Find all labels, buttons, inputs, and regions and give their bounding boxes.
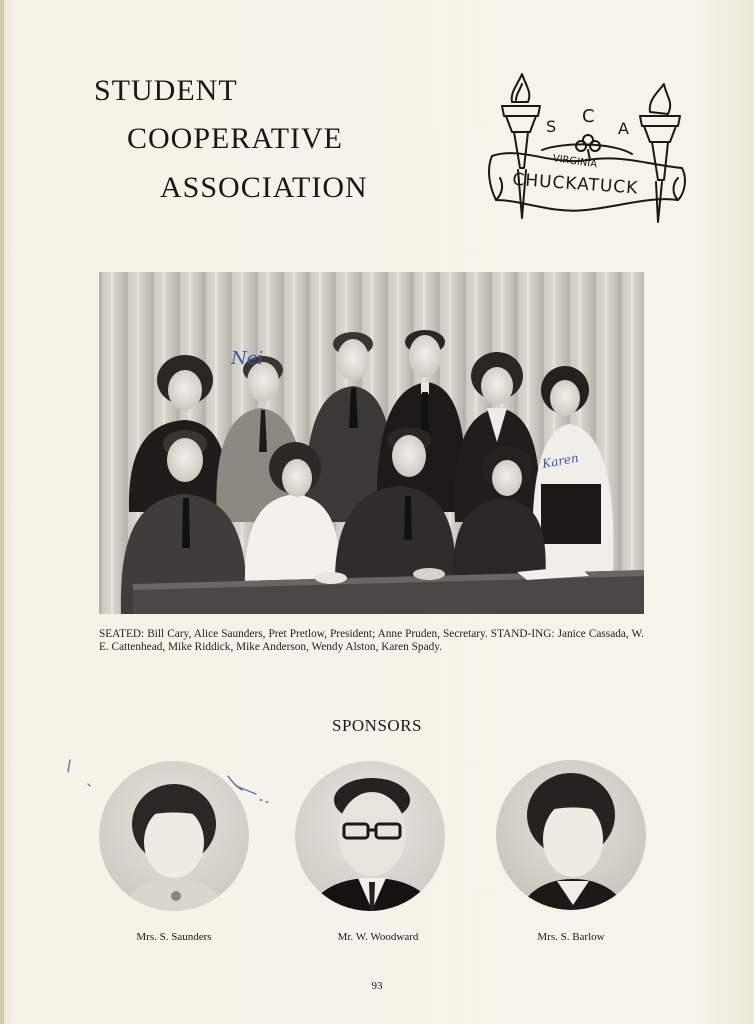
logo-letter-a: A bbox=[618, 119, 629, 138]
sponsor-name: Mrs. S. Saunders bbox=[136, 931, 212, 943]
logo-letter-c: C bbox=[582, 106, 595, 127]
logo-letter-s: S bbox=[546, 117, 557, 136]
group-photo bbox=[99, 272, 644, 614]
logo-banner-text: CHUCKATUCK bbox=[511, 169, 639, 199]
binding-edge bbox=[0, 0, 4, 1024]
sponsor-portrait bbox=[495, 759, 647, 911]
page-title-line-1: STUDENT bbox=[94, 74, 238, 107]
page-title-line-2: COOPERATIVE bbox=[127, 122, 344, 155]
sponsors-heading: SPONSORS bbox=[332, 716, 422, 735]
page-number: 93 bbox=[371, 980, 383, 992]
torch-icon bbox=[502, 74, 540, 218]
sponsor-portrait bbox=[98, 760, 250, 912]
handwriting-mark: Nei bbox=[231, 348, 264, 369]
sca-chuckatuck-logo bbox=[482, 70, 694, 226]
sponsor-name: Mrs. S. Barlow bbox=[537, 931, 605, 943]
sponsor-name: Mr. W. Woodward bbox=[337, 931, 419, 943]
sponsor-portrait bbox=[294, 760, 446, 912]
page-title-line-3: ASSOCIATION bbox=[160, 171, 368, 204]
photo-caption: SEATED: Bill Cary, Alice Saunders, Pret Pretlow, President; Anne Pruden, Secretary. STAND-ING: Janice Cassada, W. E. Cattenhead, Mike Riddick, Mike Anderson, Wendy Alston, Karen Spady. bbox=[99, 628, 644, 653]
handwriting-mark: Karen bbox=[541, 450, 580, 471]
logo-state: VIRGINIA bbox=[551, 153, 598, 171]
